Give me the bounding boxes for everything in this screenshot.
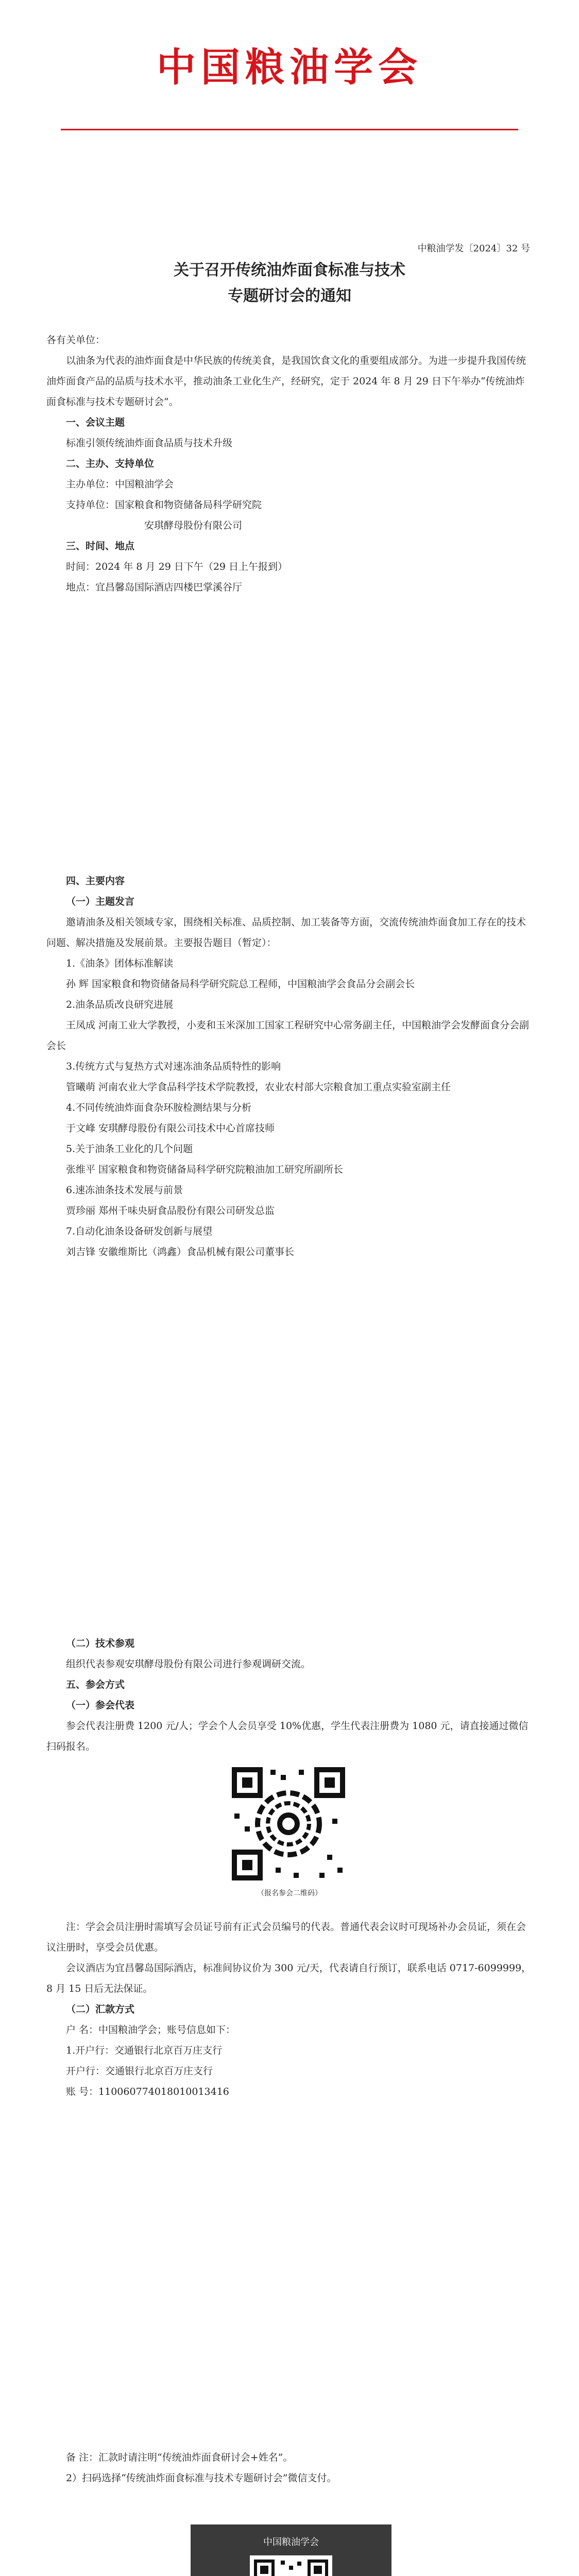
report-2: 2.油条品质改良研究进展: [66, 999, 174, 1010]
intro-paragraph: 以油条为代表的油炸面食是中华民族的传统美食，是我国饮食文化的重要组成部分。为进一步提升我国传统油炸面食产品的品质与技术水平，推动油条工业化生产，经研究，定于 2024 年 8 月 29 日下午举办“传统油炸面食标准与技术专题研讨会”。: [46, 355, 526, 408]
report-4: 4.不同传统油炸面食杂环胺检测结果与分析: [66, 1102, 252, 1113]
report-4-speaker: 于文峰 安琪酵母股份有限公司技术中心首席技师: [66, 1123, 275, 1134]
theme-text: 标准引领传统油炸面食品质与技术升级: [66, 437, 233, 449]
registration-fee-text: 参会代表注册费 1200 元/人；学会个人会员享受 10%优惠，学生代表注册费为 1080 元，请直接通过微信扫码报名。: [46, 1720, 529, 1752]
payment-card-title: 中国粮油学会: [263, 2537, 319, 2548]
host-unit: 主办单位：中国粮油学会: [66, 479, 174, 490]
support-unit-2: 安琪酵母股份有限公司: [144, 520, 243, 531]
report-5: 5.关于油条工业化的几个问题: [66, 1143, 193, 1155]
bank-line-1: 1.开户行：交通银行北京百万庄支行: [66, 2045, 223, 2056]
payment-qr-card[interactable]: [191, 2524, 391, 2576]
heading-attendance: 五、参会方式: [66, 1679, 125, 1690]
meeting-place: 地点：宜昌馨岛国际酒店四楼巴掌溪谷厅: [66, 582, 243, 593]
heading-time-place: 三、时间、地点: [66, 540, 135, 552]
remittance-note: 备 注：汇款时请注明“传统油炸面食研讨会+姓名”。: [66, 2452, 293, 2463]
document-title-line2: 专题研讨会的通知: [228, 287, 351, 305]
document-title-line1: 关于召开传统油炸面食标准与技术: [174, 261, 405, 279]
support-unit: 支持单位：国家粮食和物资储备局科学研究院: [66, 499, 262, 511]
wechat-pay-note: 2）扫码选择“传统油炸面食标准与技术专题研讨会”微信支付。: [66, 2472, 337, 2484]
talks-intro: 邀请油条及相关领域专家，围绕相关标准、品质控制、加工装备等方面，交流传统油炸面食加工存在的技术问题、解决措施及发展前景。主要报告题目（暂定）：: [46, 917, 526, 948]
hotel-note: 会议酒店为宜昌馨岛国际酒店，标准间协议价为 300 元/天，代表请自行预订，联系电话 0717-6099999，8 月 15 日后无法保证。: [46, 1962, 532, 1994]
report-6-speaker: 贾珍丽 郑州千味央厨食品股份有限公司研发总监: [66, 1205, 275, 1216]
heading-content: 四、主要内容: [66, 875, 125, 887]
subheading-delegates: （一）参会代表: [66, 1700, 135, 1711]
visit-text: 组织代表参观安琪酵母股份有限公司进行参观调研交流。: [66, 1658, 311, 1670]
subheading-payment: （二）汇款方式: [66, 2004, 135, 2015]
report-6: 6.速冻油条技术发展与前景: [66, 1184, 183, 1196]
meeting-time: 时间：2024 年 8 月 29 日下午（29 日上午报到）: [66, 561, 288, 572]
body-section-notes: [46, 2447, 533, 2488]
report-1: 1.《油条》团体标准解读: [66, 958, 174, 969]
report-7: 7.自动化油条设备研发创新与展望: [66, 1226, 213, 1237]
heading-organizers: 二、主办、支持单位: [66, 458, 155, 469]
heading-theme: 一、会议主题: [66, 417, 125, 428]
bank-account-number: 账 号：110060774018010013416: [66, 2086, 229, 2097]
report-3-speaker: 管曦萌 河南农业大学食品科学技术学院教授，农业农村部大宗粮食加工重点实验室副主任: [66, 1081, 451, 1093]
body-section-main-content: [46, 871, 533, 1262]
subheading-visit: （二）技术参观: [66, 1638, 135, 1649]
member-note: 注：学会会员注册时需填写会员证号前有正式会员编号的代表。普通代表会议时可现场补办会员证，须在会议注册时，享受会员优惠。: [46, 1921, 526, 1953]
body-section-payment: [46, 1917, 533, 2102]
masthead-title: 中国粮油学会: [157, 44, 422, 90]
body-section-1: [46, 330, 533, 598]
masthead-divider: [61, 129, 518, 130]
bank-line-2: 开户行：交通银行北京百万庄支行: [66, 2065, 213, 2077]
report-1-speaker: 孙 辉 国家粮食和物资储备局科学研究院总工程师，中国粮油学会食品分会副会长: [66, 978, 415, 990]
qr-caption: （报名参会二维码）: [257, 1889, 322, 1897]
body-section-attendance: [46, 1633, 533, 1757]
report-7-speaker: 刘吉锋 安徽维斯比（鸿鑫）食品机械有限公司董事长: [66, 1246, 295, 1258]
registration-qr-code[interactable]: [227, 1762, 350, 1886]
report-5-speaker: 张维平 国家粮食和物资储备局科学研究院粮油加工研究所副所长: [66, 1164, 344, 1175]
report-3: 3.传统方式与复热方式对速冻油条品质特性的影响: [66, 1061, 281, 1072]
subheading-talks: （一）主题发言: [66, 896, 135, 907]
bank-account-name: 户 名：中国粮油学会；账号信息如下：: [66, 2024, 236, 2036]
document-number: 中粮油学发〔2024〕32 号: [417, 243, 530, 254]
payment-qr-code[interactable]: [250, 2555, 332, 2576]
report-2-speaker: 王凤成 河南工业大学教授，小麦和玉米深加工国家工程研究中心常务副主任，中国粮油学会发酵面食分会副会长: [46, 1020, 530, 1052]
salutation: 各有关单位：: [46, 334, 106, 346]
